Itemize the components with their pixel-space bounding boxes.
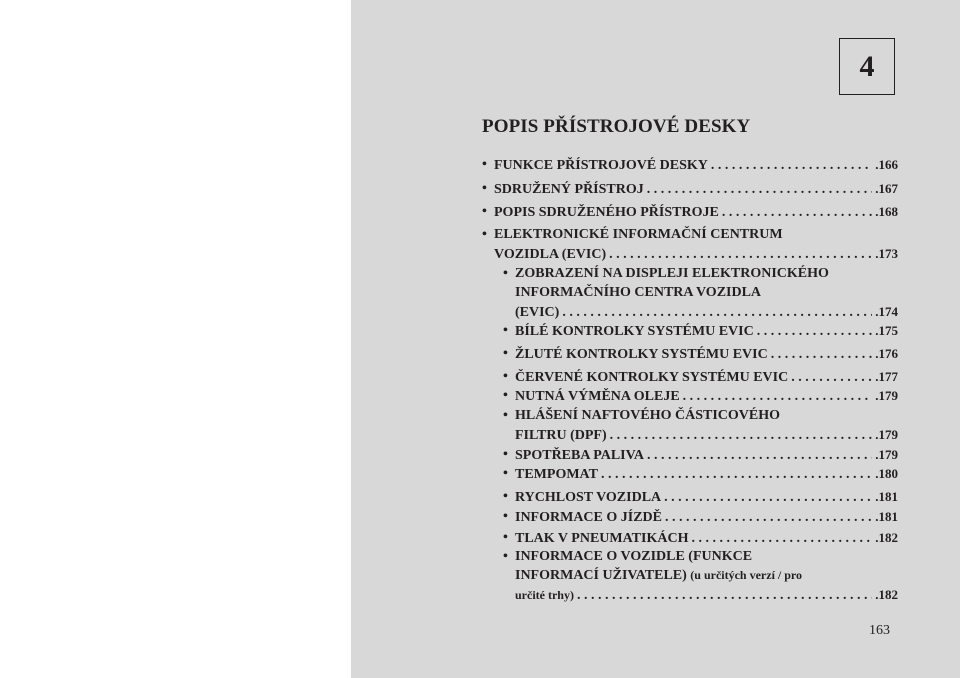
bullet: • (503, 509, 508, 524)
entry-label: BÍLÉ KONTROLKY SYSTÉMU EVIC (515, 324, 754, 339)
entry-page: .179 (875, 388, 898, 403)
toc-entry[interactable] (482, 155, 898, 175)
toc-subentry[interactable] (503, 507, 898, 527)
chapter-tab (839, 38, 895, 95)
leader-dots (601, 465, 872, 484)
page-number: 163 (869, 623, 890, 638)
blank-left-area (0, 0, 351, 678)
entry-label: NUTNÁ VÝMĚNA OLEJE (515, 389, 680, 404)
bullet: • (503, 346, 508, 361)
entry-page: .167 (875, 181, 898, 196)
leader-dots (757, 322, 873, 341)
entry-page: .179 (875, 447, 898, 462)
entry-label: (EVIC) (515, 305, 560, 320)
toc-subentry[interactable] (503, 464, 898, 484)
toc-subentry[interactable] (503, 264, 898, 322)
toc-subentry[interactable] (503, 367, 898, 387)
entry-label-line: INFORMACE O VOZIDLE (FUNKCE (515, 549, 753, 564)
toc-entry[interactable] (482, 202, 898, 222)
leader-dots (577, 586, 872, 605)
entry-label-line: ZOBRAZENÍ NA DISPLEJI ELEKTRONICKÉHO (515, 266, 829, 281)
entry-label-line: ELEKTRONICKÉ INFORMAČNÍ CENTRUM (494, 227, 783, 242)
document-page (351, 0, 960, 678)
bullet: • (482, 181, 487, 196)
bullet: • (503, 408, 508, 423)
leader-dots (647, 180, 873, 199)
entry-label-line: INFORMACÍ UŽIVATELE) (515, 568, 687, 583)
leader-dots (791, 368, 872, 387)
leader-dots (610, 426, 873, 445)
entry-note: (u určitých verzí / pro (690, 568, 803, 582)
entry-page: .177 (875, 369, 898, 384)
entry-label: SPOTŘEBA PALIVA (515, 448, 645, 463)
entry-label-line: HLÁŠENÍ NAFTOVÉHO ČÁSTICOVÉHO (515, 408, 781, 423)
toc-subentry[interactable] (503, 445, 898, 465)
entry-page: .175 (875, 323, 898, 338)
entry-label: ČERVENÉ KONTROLKY SYSTÉMU EVIC (515, 370, 789, 385)
entry-page: .182 (875, 530, 898, 545)
bullet: • (503, 323, 508, 338)
toc-entry[interactable] (482, 225, 898, 264)
leader-dots (691, 529, 872, 548)
entry-label: FILTRU (DPF) (515, 428, 607, 443)
bullet: • (503, 388, 508, 403)
toc-subentry[interactable] (503, 386, 898, 406)
bullet: • (503, 549, 508, 564)
toc-subentry[interactable] (503, 528, 898, 548)
bullet: • (503, 369, 508, 384)
entry-page: .176 (875, 346, 898, 361)
leader-dots (722, 203, 872, 222)
leader-dots (771, 345, 873, 364)
toc-subentry[interactable] (503, 406, 898, 445)
entry-label: TLAK V PNEUMATIKÁCH (515, 531, 689, 546)
entry-page: .181 (875, 489, 898, 504)
entry-label: TEMPOMAT (515, 467, 598, 482)
leader-dots (609, 245, 872, 264)
leader-dots (665, 508, 872, 527)
leader-dots (664, 488, 872, 507)
entry-page: .173 (875, 246, 898, 261)
entry-page: .168 (875, 204, 898, 219)
entry-label: RYCHLOST VOZIDLA (515, 490, 662, 505)
toc-subentry[interactable] (503, 487, 898, 507)
entry-page: .179 (875, 427, 898, 442)
bullet: • (482, 157, 487, 172)
leader-dots (562, 303, 872, 322)
bullet: • (503, 530, 508, 545)
leader-dots (647, 446, 872, 465)
entry-label: POPIS SDRUŽENÉHO PŘÍSTROJE (494, 205, 719, 220)
bullet: • (503, 266, 508, 281)
entry-page: .180 (875, 466, 898, 481)
entry-label: FUNKCE PŘÍSTROJOVÉ DESKY (494, 158, 708, 173)
toc-subentry[interactable] (503, 344, 898, 364)
toc-subentry[interactable] (503, 547, 898, 605)
entry-label: určité trhy) (515, 588, 574, 602)
entry-page: .174 (875, 304, 898, 319)
toc-subentry[interactable] (503, 321, 898, 341)
entry-label: VOZIDLA (EVIC) (494, 247, 607, 262)
bullet: • (482, 227, 487, 242)
leader-dots (711, 156, 872, 175)
bullet: • (503, 466, 508, 481)
toc-entry[interactable] (482, 179, 898, 199)
bullet: • (503, 447, 508, 462)
leader-dots (683, 387, 873, 406)
chapter-number: 4 (859, 49, 875, 83)
bullet: • (482, 204, 487, 219)
entry-label: INFORMACE O JÍZDĚ (515, 510, 663, 525)
entry-label-line-wrap (503, 566, 898, 585)
entry-label: SDRUŽENÝ PŘÍSTROJ (494, 182, 644, 197)
entry-page: .166 (875, 157, 898, 172)
entry-page: .181 (875, 509, 898, 524)
entry-page: .182 (875, 587, 898, 602)
section-title: POPIS PŘÍSTROJOVÉ DESKY (482, 116, 751, 137)
entry-label-line: INFORMAČNÍHO CENTRA VOZIDLA (515, 285, 762, 300)
bullet: • (503, 489, 508, 504)
entry-label: ŽLUTÉ KONTROLKY SYSTÉMU EVIC (515, 347, 768, 362)
